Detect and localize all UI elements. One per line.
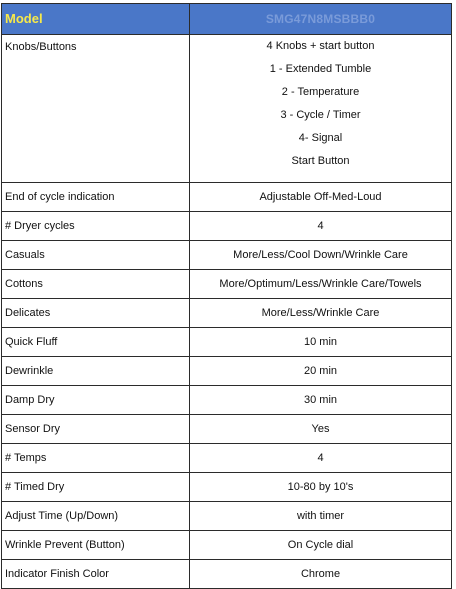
row-label: Damp Dry: [2, 386, 190, 415]
knob-line: 1 - Extended Tumble: [269, 63, 372, 75]
table-row: [2, 212, 452, 241]
table-row: [2, 328, 452, 357]
row-value: On Cycle dial: [190, 531, 452, 560]
row-label: Knobs/Buttons: [2, 35, 190, 183]
row-value: Adjustable Off-Med-Loud: [190, 183, 452, 212]
table-row: [2, 183, 452, 212]
row-label: # Temps: [2, 444, 190, 473]
row-value-knobs: [190, 35, 452, 183]
table-row: [2, 415, 452, 444]
row-label: Wrinkle Prevent (Button): [2, 531, 190, 560]
row-label: # Dryer cycles: [2, 212, 190, 241]
row-label: Sensor Dry: [2, 415, 190, 444]
row-value: 4: [190, 444, 452, 473]
row-label: Adjust Time (Up/Down): [2, 502, 190, 531]
row-value: 10 min: [190, 328, 452, 357]
table-row: [2, 531, 452, 560]
knob-line: 4 Knobs + start button: [266, 40, 375, 52]
row-label: Dewrinkle: [2, 357, 190, 386]
table-row: [2, 299, 452, 328]
row-label: End of cycle indication: [2, 183, 190, 212]
table-row: [2, 473, 452, 502]
model-number: SMG47N8MSBBB0: [190, 4, 452, 35]
knob-line: 2 - Temperature: [281, 86, 360, 98]
row-value: with timer: [190, 502, 452, 531]
knob-line: Start Button: [291, 155, 350, 167]
row-value: 4: [190, 212, 452, 241]
table-row: [2, 386, 452, 415]
header-row: [2, 4, 452, 35]
row-value: More/Less/Wrinkle Care: [190, 299, 452, 328]
row-label: Cottons: [2, 270, 190, 299]
table-row-knobs: [2, 35, 452, 183]
row-value: More/Optimum/Less/Wrinkle Care/Towels: [190, 270, 452, 299]
table-row: [2, 560, 452, 589]
row-label: # Timed Dry: [2, 473, 190, 502]
table-row: [2, 241, 452, 270]
row-value: 10-80 by 10's: [190, 473, 452, 502]
table-row: [2, 444, 452, 473]
row-label: Indicator Finish Color: [2, 560, 190, 589]
header-label: Model: [2, 4, 190, 35]
row-label: Quick Fluff: [2, 328, 190, 357]
row-value: Chrome: [190, 560, 452, 589]
row-value: 30 min: [190, 386, 452, 415]
table-row: [2, 357, 452, 386]
table-row: [2, 270, 452, 299]
table-row: [2, 502, 452, 531]
row-label: Delicates: [2, 299, 190, 328]
row-label: Casuals: [2, 241, 190, 270]
knob-line: 4- Signal: [298, 132, 343, 144]
row-value: Yes: [190, 415, 452, 444]
knob-line: 3 - Cycle / Timer: [280, 109, 361, 121]
spec-table: [1, 3, 452, 589]
row-value: More/Less/Cool Down/Wrinkle Care: [190, 241, 452, 270]
row-value: 20 min: [190, 357, 452, 386]
